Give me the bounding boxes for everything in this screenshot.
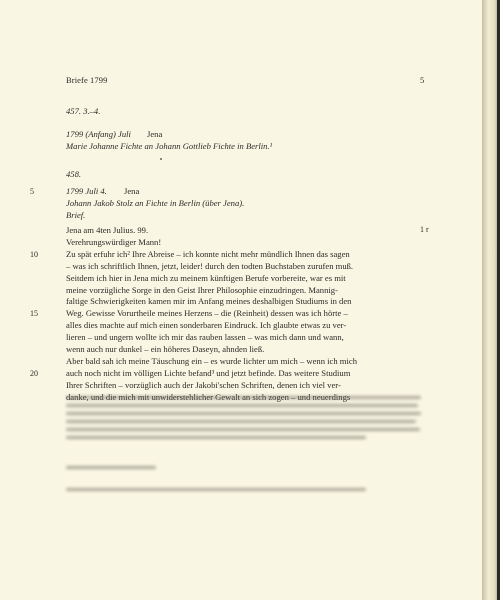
running-head-title: Briefe 1799 <box>66 75 108 85</box>
letter-line: Ihrer Schriften – vorzüglich auch der Jakobi'schen Schriften, denen ich viel ver- <box>66 379 341 390</box>
entry-458-type: Brief. <box>66 210 86 220</box>
letter-line: wenn auch nur dunkel – ein höheres Daseyn, ahnden ließ. <box>66 344 265 354</box>
letter-line: Aber bald sah ich meine Täuschung ein – es wurde lichter um mich – wenn ich mich <box>66 355 357 366</box>
entry-457-number: 457. 3.–4. <box>66 106 101 116</box>
entry-458-place: Jena <box>124 186 140 196</box>
letter-line: Zu spät erfuhr ich² Ihre Abreise – ich konnte nicht mehr mündlich Ihnen das sagen <box>66 248 350 259</box>
entry-457-title: Marie Johanne Fichte an Johann Gottlieb Fichte in Berlin.¹ <box>66 141 273 151</box>
footnote-apparatus-blurred <box>66 392 421 522</box>
entry-458-number: 458. <box>66 169 82 179</box>
page-number: 5 <box>420 75 425 85</box>
speck-mark <box>160 158 162 160</box>
entry-458-date: 1799 Juli 4. <box>66 186 107 196</box>
line-number-15: 15 <box>30 309 38 319</box>
letter-line: – was ich schriftlich Ihnen, jetzt, leider! durch den todten Buchstaben zurufen muß. <box>66 260 354 271</box>
letter-line: Jena am 4ten Julius. 99. <box>66 225 149 235</box>
letter-line: faltige Schwierigkeiten kamen mir im Anfang meines deshalbigen Studiums in den <box>66 296 352 307</box>
line-number-10: 10 <box>30 249 38 259</box>
letter-line: Seitdem ich hier in Jena mich zu meinem künftigen Berufe vorbereite, war es mit <box>66 272 346 283</box>
folio-mark: 1 r <box>420 225 429 234</box>
letter-line: alles dies machte auf mich einen sonderbaren Eindruck. Ich glaubte etwas zu ver- <box>66 320 347 331</box>
letter-line: Verehrungswürdiger Mann! <box>66 236 162 247</box>
letter-line: lieren – und ungern wollte ich mir das rauben lassen – was mich dann und wann, <box>66 332 344 343</box>
line-number-5: 5 <box>30 187 34 196</box>
line-number-20: 20 <box>30 368 38 378</box>
letter-line: Weg. Gewisse Vorurtheile meines Herzens – die (Reinheit) dessen was ich hörte – <box>66 308 348 319</box>
entry-458-title: Johann Jakob Stolz an Fichte in Berlin (über Jena). <box>66 198 245 208</box>
letter-line: auch noch nicht im völligen Lichte befand³ und jetzt befinde. Das weitere Studium <box>66 367 351 378</box>
entry-457-place: Jena <box>147 129 163 139</box>
entry-457-date: 1799 (Anfang) Juli <box>66 129 131 139</box>
letter-line: meine vorzügliche Sorge in den Geist Ihrer Philosophie einzudringen. Mannig- <box>66 284 338 295</box>
